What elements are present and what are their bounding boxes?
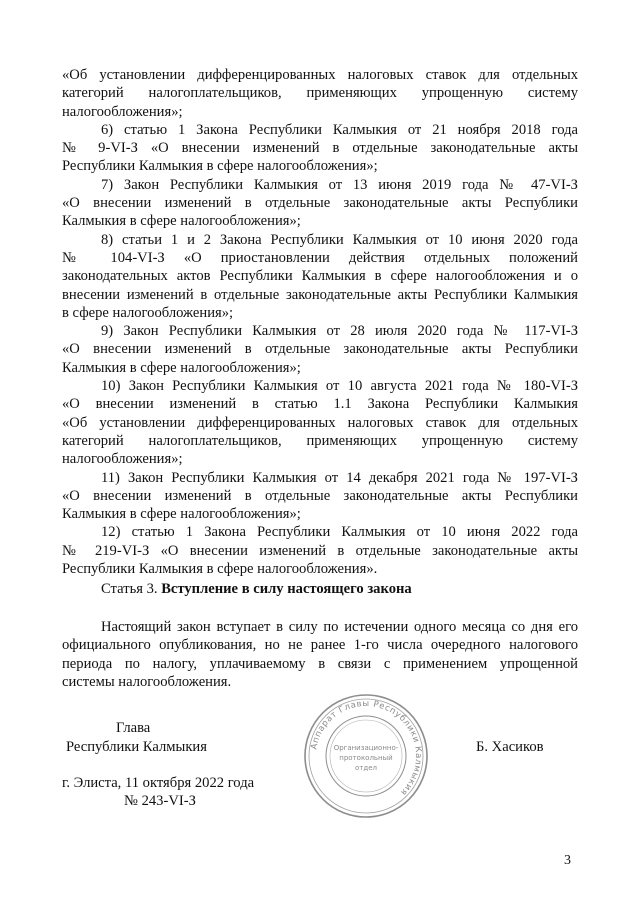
text-line: системы налогообложения. — [62, 673, 232, 690]
text-line: официального опубликования, но не ранее 1-го числа очередного налогового — [62, 637, 578, 654]
text-line: 12) статью 1 Закона Республики Калмыкия от 10 июня 2022 года — [101, 524, 578, 541]
text-line: «Об установлении дифференцированных налоговых ставок для отдельных — [62, 67, 578, 83]
signatory-title-line1: Глава — [116, 720, 151, 736]
article-3-text — [62, 618, 578, 691]
text-line: 11) Закон Республики Калмыкия от 14 декабря 2021 года № 197-VI-З — [101, 469, 578, 486]
seal-inner-line1: Организационно- — [333, 744, 399, 752]
text-line: 9) Закон Республики Калмыкия от 28 июля 2020 года № 117-VI-З — [101, 323, 578, 340]
official-seal-stamp — [302, 692, 430, 820]
article-title: Вступление в силу настоящего закона — [161, 581, 412, 597]
text-line: «Об установлении дифференцированных налоговых ставок для отдельных — [62, 414, 578, 431]
text-line: 10) Закон Республики Калмыкия от 10 августа 2021 года № 180-VI-З — [101, 378, 578, 395]
law-body-text — [62, 66, 578, 578]
text-line: Калмыкия в сфере налогообложения»; — [62, 359, 301, 376]
signatory-name: Б. Хасиков — [476, 739, 544, 755]
text-line: «О внесении изменений в отдельные законодательные акты Республики — [62, 341, 578, 358]
text-line: Калмыкия в сфере налогообложения»; — [62, 213, 301, 230]
article-prefix: Статья 3. — [101, 581, 162, 597]
article-heading — [101, 580, 412, 598]
seal-inner-line2: протокольный — [339, 754, 393, 762]
text-line: категорий налогоплательщиков, применяющих упрощенную систему — [62, 432, 578, 449]
text-line: № 219-VI-З «О внесении изменений в отдельные законодательные акты — [62, 542, 578, 559]
text-line: внесении изменений в отдельные законодательные акты Республики Калмыкия — [62, 286, 578, 303]
text-line: Республики Калмыкия в сфере налогообложения». — [62, 561, 378, 578]
text-line: 8) статьи 1 и 2 Закона Республики Калмыкия от 10 июня 2020 года — [101, 231, 578, 248]
text-line: периода по налогу, уплачиваемому в связи с применением упрощенной — [62, 655, 578, 672]
text-line: налогообложения»; — [62, 103, 183, 120]
text-line: законодательных актов Республики Калмыкия в сфере налогообложения и о — [62, 268, 578, 285]
text-line: «О внесении изменений в отдельные законодательные акты Республики — [62, 487, 578, 504]
text-line: «О внесении изменений в статью 1.1 Закона Республики Калмыкия — [62, 396, 578, 413]
text-line: Калмыкия в сфере налогообложения»; — [62, 506, 301, 523]
text-line: в сфере налогообложения»; — [62, 304, 234, 321]
text-line: налогообложения»; — [62, 451, 183, 468]
page-number: 3 — [564, 853, 571, 868]
text-line: 7) Закон Республики Калмыкия от 13 июня 2019 года № 47-VI-З — [101, 176, 578, 193]
signatory-title-line2: Республики Калмыкия — [66, 739, 207, 755]
text-line: 6) статью 1 Закона Республики Калмыкия от 21 ноября 2018 года — [101, 121, 578, 138]
seal-inner-line3: отдел — [355, 764, 377, 772]
text-line: категорий налогоплательщиков, применяющих упрощенную систему — [62, 85, 578, 102]
text-line: Настоящий закон вступает в силу по истечении одного месяца со дня его — [101, 619, 578, 635]
text-line: «О внесении изменений в отдельные законодательные акты Республики — [62, 195, 578, 212]
text-line: Республики Калмыкия в сфере налогообложения»; — [62, 158, 378, 175]
seal-outer-text: Аппарат Главы Республики Калмыкия — [309, 698, 424, 798]
law-number: № 243-VI-З — [124, 793, 196, 809]
text-line: № 9-VI-З «О внесении изменений в отдельные законодательные акты — [62, 140, 578, 157]
place-and-date: г. Элиста, 11 октября 2022 года — [62, 775, 255, 791]
text-line: № 104-VI-З «О приостановлении действия отдельных положений — [62, 249, 578, 266]
